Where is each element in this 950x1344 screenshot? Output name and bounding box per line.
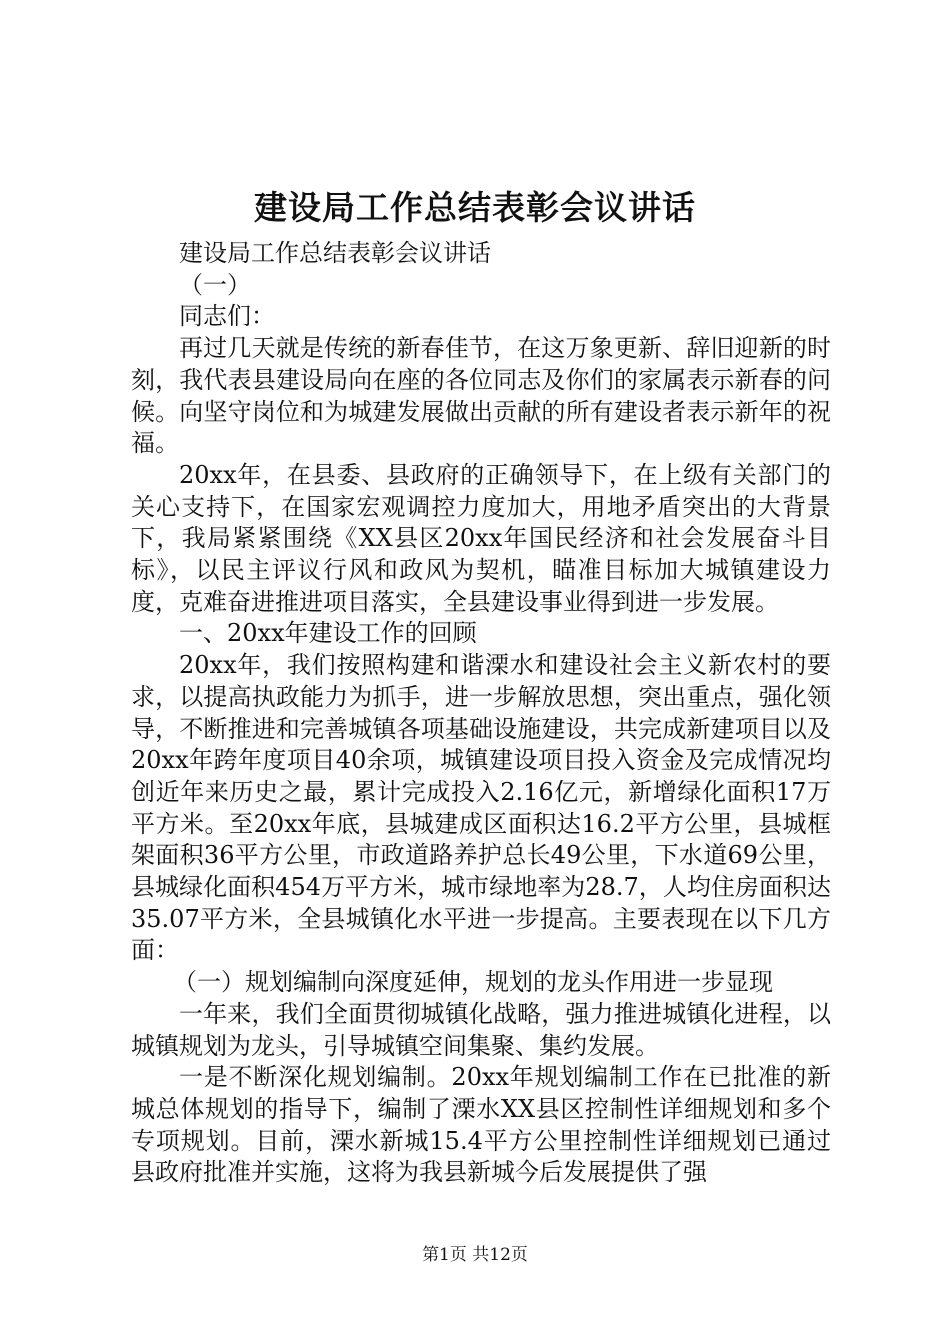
paragraph-overview: 20xx年，在县委、县政府的正确领导下，在上级有关部门的关心支持下，在国家宏观调控力度加大，用地矛盾突出的大背景下，我局紧紧围绕《XX县区20xx年国民经济和社会发展奋斗目标》，以民主评议行风和政风为契机，瞄准目标加大城镇建设力度，克难奋进推进项目落实，全县建设事业得到进一步发展。 (131, 460, 831, 616)
subsection-heading-planning: （一）规划编制向深度延伸，规划的龙头作用进一步显现 (173, 968, 773, 997)
paragraph-section-number: （一） (179, 270, 251, 299)
page-footer: 第1页 共12页 (422, 1245, 528, 1265)
paragraph-planning-strategy: 一年来，我们全面贯彻城镇化战略，强力推进城镇化进程，以城镇规划为龙头，引导城镇空间集聚、集约发展。 (131, 999, 831, 1060)
paragraph-greeting: 再过几天就是传统的新春佳节，在这万象更新、辞旧迎新的时刻，我代表县建设局向在座的各位同志及你们的家属表示新春的问候。向坚守岗位和为城建发展做出贡献的所有建设者表示新年的祝福。 (131, 334, 831, 458)
paragraph-subtitle: 建设局工作总结表彰会议讲话 (179, 239, 491, 267)
paragraph-salutation: 同志们： (179, 302, 275, 331)
paragraph-planning-detail: 一是不断深化规划编制。20xx年规划编制工作在已批准的新城总体规划的指导下，编制了溧水XX县区控制性详细规划和多个专项规划。目前，溧水新城15.4平方公里控制性详细规划已通过县政府批准并实施，这将为我县新城今后发展提供了强 (131, 1063, 831, 1187)
section-heading-review: 一、20xx年建设工作的回顾 (179, 619, 477, 648)
document-title: 建设局工作总结表彰会议讲话 (254, 188, 696, 227)
paragraph-achievements: 20xx年，我们按照构建和谐溧水和建设社会主义新农村的要求，以提高执政能力为抓手，进一步解放思想，突出重点，强化领导，不断推进和完善城镇各项基础设施建设，共完成新建项目以及20xx年跨年度项目40余项，城镇建设项目投入资金及完成情况均创近年来历史之最，累计完成投入2.16亿元，新增绿化面积17万平方米。至20xx年底，县城建成区面积达16.2平方公里，县城框架面积36平方公里，市政道路养护总长49公里，下水道69公里，县城绿化面积454万平方米，城市绿地率为28.7，人均住房面积达35.07平方米，全县城镇化水平进一步提高。主要表现在以下几方面： (131, 651, 831, 965)
document-body (131, 238, 831, 1189)
